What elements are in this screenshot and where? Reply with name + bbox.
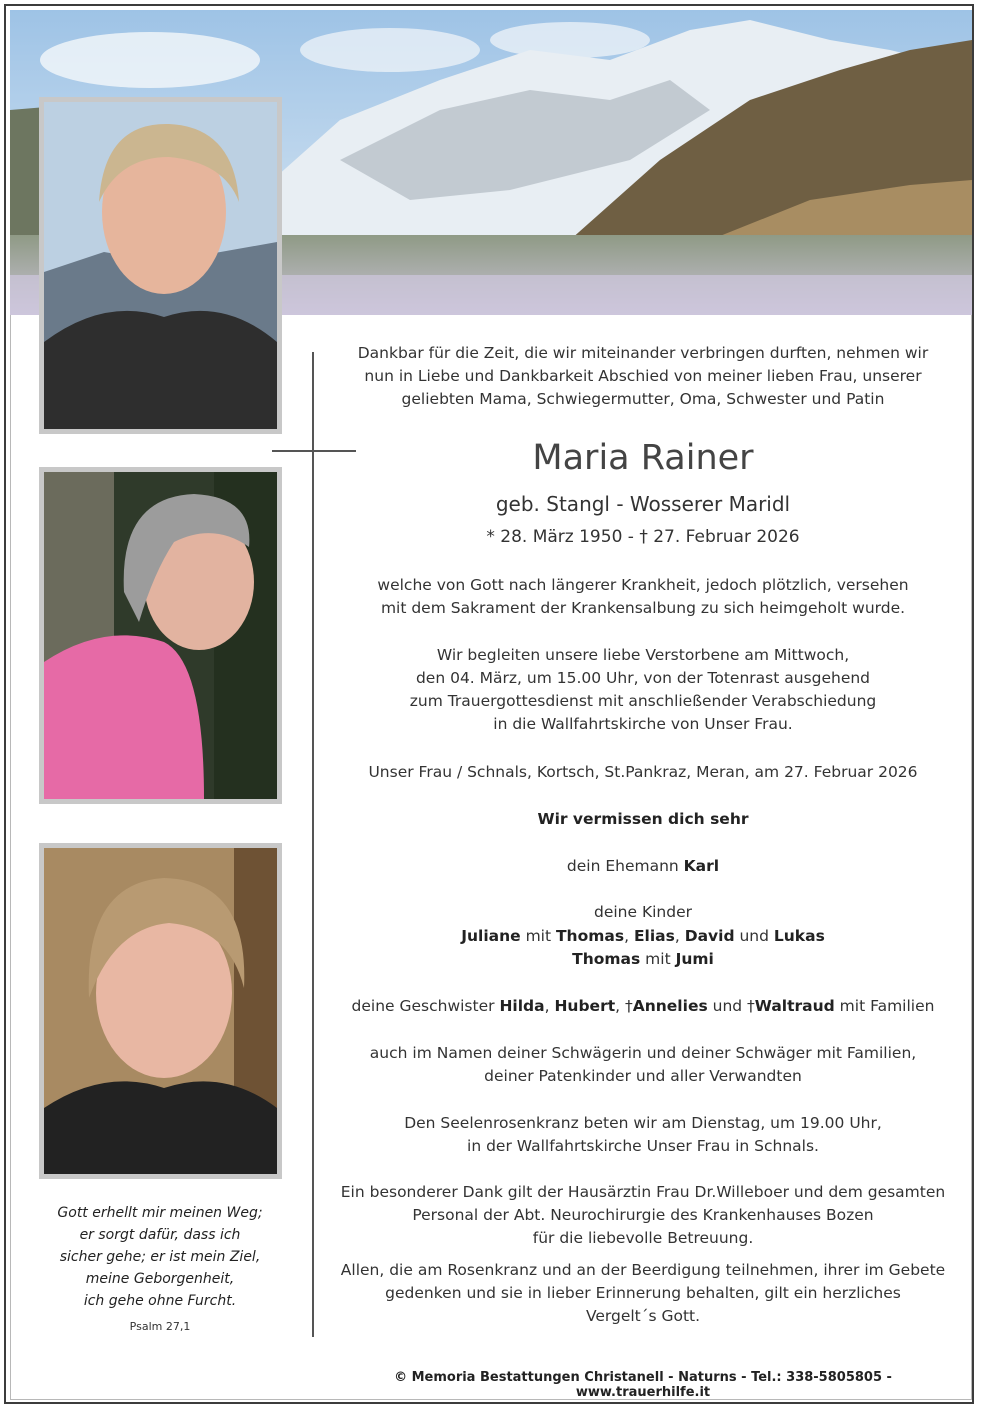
connector-text: , <box>544 997 555 1015</box>
grandchild-name: David <box>684 927 735 945</box>
connector-text: mit <box>520 927 556 945</box>
closing-text: Allen, die am Rosenkranz und an der Beerdigung teilnehmen, ihrer im Gebete gedenken und sie in lieber Erinnerung behalten, gilt ein herzliches Vergelt´s Gott. <box>340 1261 946 1325</box>
children-line-1 <box>340 925 946 948</box>
children-line-2 <box>340 948 946 971</box>
portrait-photo-2 <box>39 467 282 804</box>
connector-text: , † <box>615 997 633 1015</box>
connector-text: und <box>734 927 774 945</box>
passing-text: welche von Gott nach längerer Krankheit, jedoch plötzlich, versehen mit dem Sakrament der Krankensalbung zu sich heimgeholt wurde. <box>377 576 909 617</box>
husband-name: Karl <box>683 857 720 875</box>
deceased-name: Maria Rainer <box>532 438 754 478</box>
rosary-text: Den Seelenrosenkranz beten wir am Dienstag, um 19.00 Uhr, in der Wallfahrtskirche Unser Frau in Schnals. <box>404 1114 882 1155</box>
sibling-name: Waltraud <box>754 997 835 1015</box>
sibling-name: Annelies <box>632 997 708 1015</box>
child-name: Thomas <box>572 950 641 968</box>
portrait-photo-1 <box>39 97 282 434</box>
child-name: Juliane <box>461 927 521 945</box>
miss-line: Wir vermissen dich sehr <box>537 810 749 828</box>
husband-line <box>340 855 946 878</box>
connector-text: , <box>674 927 685 945</box>
psalm-quote: Gott erhellt mir meinen Weg; er sorgt dafür, dass ich sicher gehe; er ist mein Ziel, meine Geborgenheit, ich gehe ohne Furcht. <box>57 1205 263 1309</box>
husband-prefix: dein Ehemann <box>566 857 684 875</box>
birth-name: geb. Stangl - Wosserer Maridl <box>495 492 791 516</box>
psalm-reference: Psalm 27,1 <box>129 1320 191 1333</box>
connector-text: mit <box>640 950 676 968</box>
siblings-line <box>340 995 946 1018</box>
cross-vertical <box>312 352 314 1337</box>
siblings-prefix: deine Geschwister <box>351 997 500 1015</box>
grandchild-name: Thomas <box>555 927 625 945</box>
footer-credit: © Memoria Bestattungen Christanell - Naturns - Tel.: 338-5805805 - www.trauerhilfe.it <box>394 1370 892 1400</box>
partner-name: Jumi <box>675 950 714 968</box>
siblings-suffix: mit Familien <box>834 997 935 1015</box>
children-label: deine Kinder <box>593 903 692 921</box>
funeral-text: Wir begleiten unsere liebe Verstorbene am Mittwoch, den 04. März, um 15.00 Uhr, von der Totenrast ausgehend zum Trauergottesdienst mit anschließender Verabschiedung in die Wallfahrtskirche von Unser Frau. <box>409 646 877 733</box>
grandchild-name: Lukas <box>773 927 825 945</box>
sibling-name: Hubert <box>554 997 616 1015</box>
grandchild-name: Elias <box>633 927 675 945</box>
sibling-name: Hilda <box>499 997 545 1015</box>
portrait-photo-3 <box>39 843 282 1179</box>
thanks-text: Ein besonderer Dank gilt der Hausärztin Frau Dr.Willeboer und dem gesamten Personal der Abt. Neurochirurgie des Krankenhauses Bozen für die liebevolle Betreuung. <box>340 1183 946 1247</box>
intro-text: Dankbar für die Zeit, die wir miteinander verbringen durften, nehmen wir nun in Liebe und Dankbarkeit Abschied von meiner lieben Frau, unserer geliebten Mama, Schwiegermutter, Oma, Schwester und Patin <box>357 344 929 408</box>
connector-text: , <box>624 927 634 945</box>
connector-text: und † <box>707 997 755 1015</box>
place-date: Unser Frau / Schnals, Kortsch, St.Pankraz, Meran, am 27. Februar 2026 <box>368 763 918 781</box>
life-dates: * 28. März 1950 - † 27. Februar 2026 <box>486 527 800 547</box>
relatives-text: auch im Namen deiner Schwägerin und deiner Schwäger mit Familien, deiner Patenkinder und aller Verwandten <box>369 1044 917 1085</box>
